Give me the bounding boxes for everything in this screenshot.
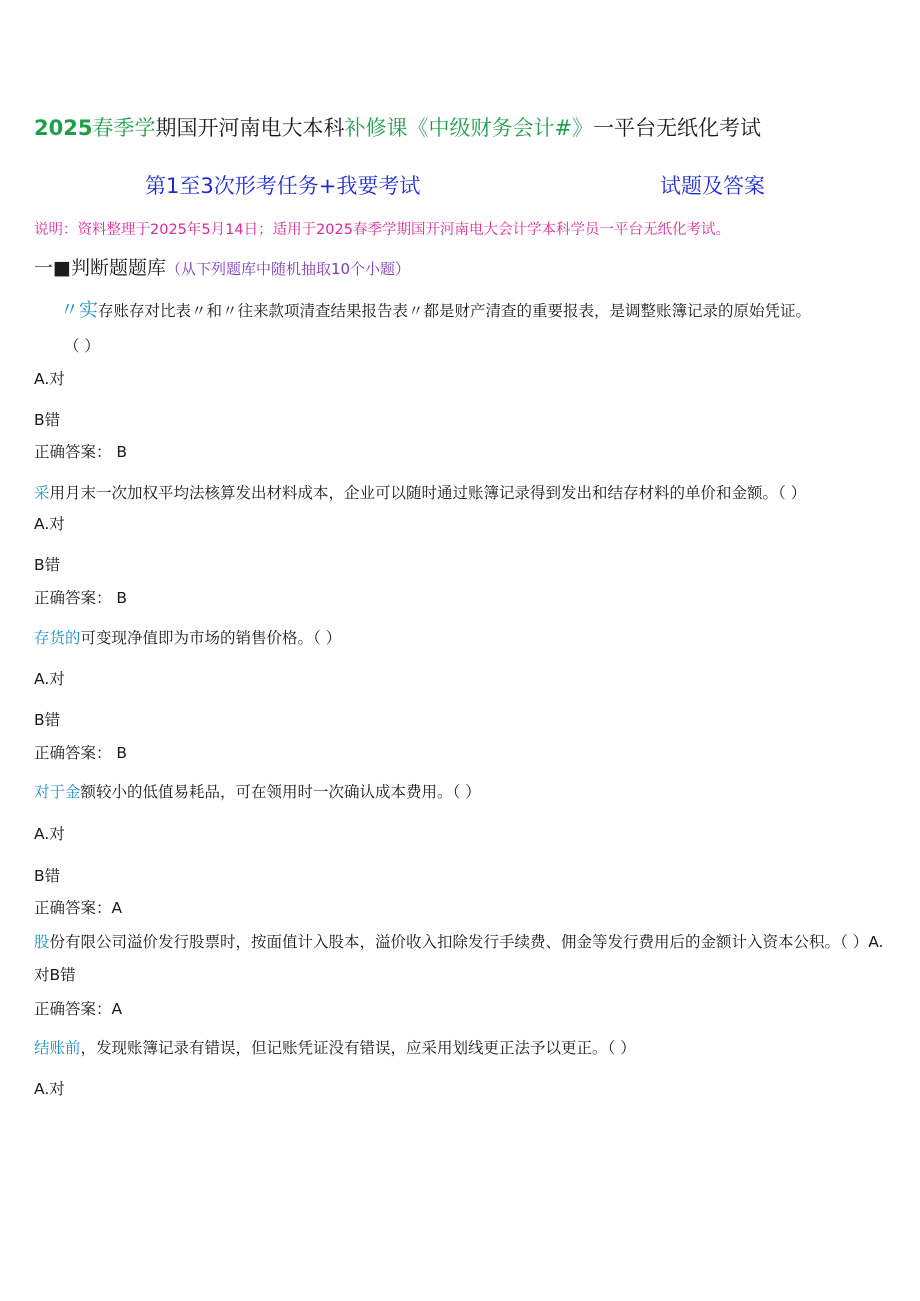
subtitle-tasks: 第1至3次形考任务+我要考试 <box>145 174 421 198</box>
question-1-option-b: B错 <box>34 411 61 429</box>
document-title <box>34 112 761 142</box>
question-1-paren: （ ） <box>64 337 100 355</box>
question-4-rest: 额较小的低值易耗品，可在领用时一次确认成本费用。（ ） <box>80 783 481 801</box>
question-3-text <box>34 626 341 648</box>
question-4-text <box>34 780 481 802</box>
question-3-answer: 正确答案： B <box>34 744 128 762</box>
question-2-lead: 采 <box>34 484 50 502</box>
question-2-option-a: A.对 <box>34 515 65 533</box>
document-note: 说明：资料整理于2025年5月14日；适用于2025春季学期国开河南电大会计学本科学员一平台无纸化考试。 <box>34 222 730 238</box>
question-3-lead: 存货的 <box>34 629 81 647</box>
question-2-answer: 正确答案： B <box>34 589 128 607</box>
subtitle-answers: 试题及答案 <box>660 174 765 198</box>
question-1-lead: 〃实 <box>60 299 99 321</box>
question-4-option-a: A.对 <box>34 825 65 843</box>
question-1-rest: 存账存对比表〃和〃往来款项清查结果报告表〃都是财产清查的重要报表，是调整账簿记录的原始凭证。 <box>98 302 812 320</box>
question-5-text <box>34 926 886 992</box>
question-5-lead: 股 <box>34 933 50 951</box>
question-2-text <box>34 481 806 503</box>
question-1-text <box>60 295 811 322</box>
question-4-option-b: B错 <box>34 867 61 885</box>
question-3-option-b: B错 <box>34 711 61 729</box>
title-institution: 期国开河南电大本科 <box>155 116 345 140</box>
question-6-lead: 结账前 <box>34 1039 81 1057</box>
question-5-rest: 份有限公司溢价发行股票时，按面值计入股本，溢价收入扣除发行手续费、佣金等发行费用后的金额计入资本公积。（ ）A.对B错 <box>34 933 884 984</box>
question-6-option-a: A.对 <box>34 1080 65 1098</box>
question-2-option-b: B错 <box>34 556 61 574</box>
question-1-option-a: A.对 <box>34 370 65 388</box>
section-hint: （从下列题库中随机抽取10个小题） <box>165 260 411 278</box>
title-year: 2025 <box>34 116 93 140</box>
question-4-lead: 对于金 <box>34 783 81 801</box>
question-4-answer: 正确答案：A <box>34 899 123 917</box>
question-3-rest: 可变现净值即为市场的销售价格。（ ） <box>80 629 342 647</box>
question-5-answer: 正确答案：A <box>34 1000 123 1018</box>
question-2-rest: 用月末一次加权平均法核算发出材料成本，企业可以随时通过账簿记录得到发出和结存材料的单价和金额。（ ） <box>49 484 807 502</box>
section-title: 一■判断题题库 <box>34 257 166 279</box>
question-6-rest: ，发现账簿记录有错误，但记账凭证没有错误，应采用划线更正法予以更正。（ ） <box>80 1039 636 1057</box>
question-1-answer: 正确答案： B <box>34 443 128 461</box>
question-3-option-a: A.对 <box>34 670 65 688</box>
title-season: 春季学 <box>92 116 156 140</box>
title-exam-type: 一平台无纸化考试 <box>593 116 762 140</box>
question-6-text <box>34 1036 636 1058</box>
section-heading <box>34 253 410 280</box>
title-course: 补修课《中级财务会计#》 <box>344 116 594 140</box>
